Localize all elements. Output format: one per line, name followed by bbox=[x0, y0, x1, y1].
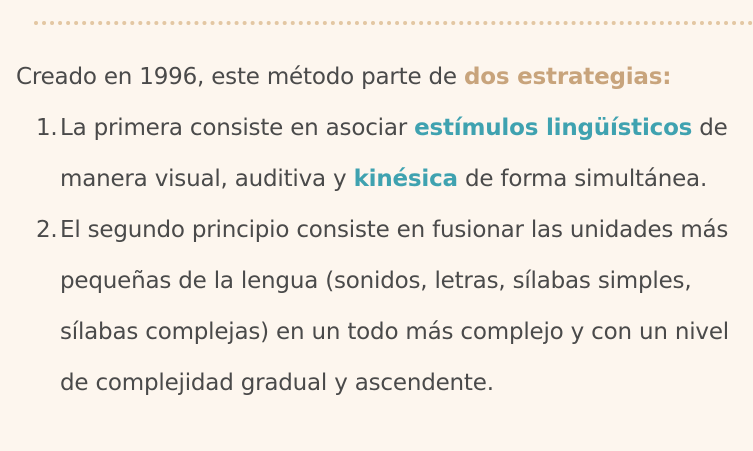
list-item-number: 1. bbox=[36, 115, 58, 141]
list-item-text: El segundo principio consiste en fusionar las unidades más pequeñas de la lengua (sonidos, letras, sílabas simples, sílabas complejas) en un todo más complejo y con un nivel de complejidad gradual y ascendente. bbox=[60, 217, 729, 396]
list-item-text: de manera visual, auditiva y bbox=[60, 115, 728, 192]
list-item-text: La primera consiste en asociar bbox=[60, 115, 415, 141]
highlight-kinesic: kinésica bbox=[353, 166, 458, 192]
content-block bbox=[16, 52, 751, 409]
strategy-list bbox=[16, 103, 751, 409]
highlight-linguistic-stimuli: estímulos lingüísticos bbox=[414, 115, 693, 141]
dotted-divider bbox=[34, 21, 753, 25]
list-item bbox=[16, 205, 751, 409]
intro-text: Creado en 1996, este método parte de bbox=[16, 64, 464, 90]
intro-highlight: dos estrategias: bbox=[463, 64, 672, 90]
list-item bbox=[16, 103, 751, 205]
intro-paragraph bbox=[16, 52, 751, 103]
list-item-text: de forma simultánea. bbox=[457, 166, 708, 192]
list-item-number: 2. bbox=[36, 217, 58, 243]
